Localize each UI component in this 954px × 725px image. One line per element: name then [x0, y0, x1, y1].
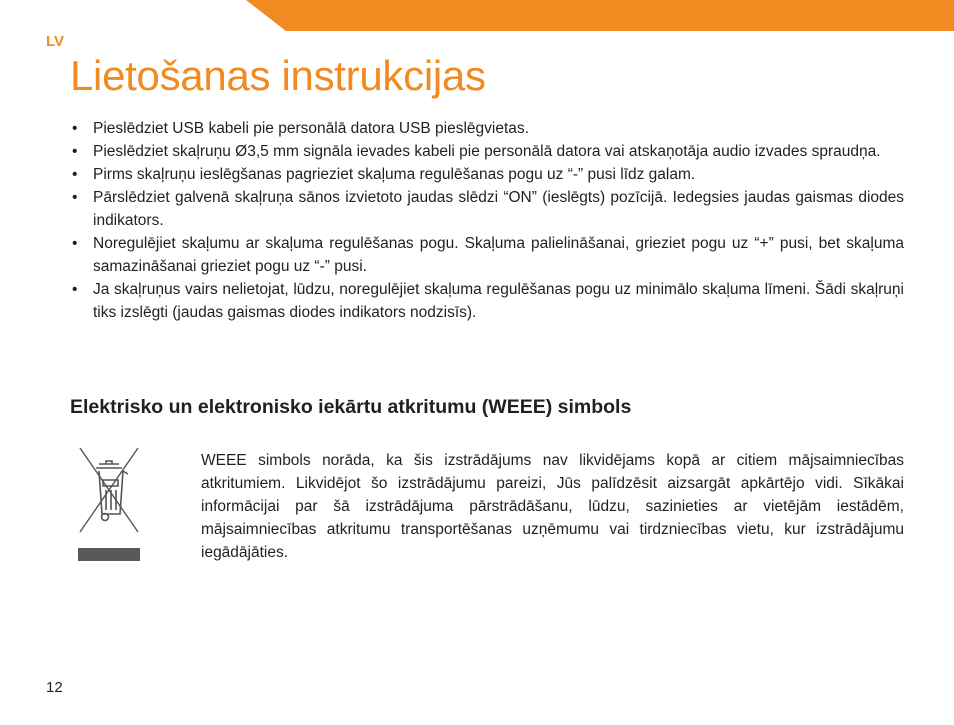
- page-title: Lietošanas instrukcijas: [70, 52, 486, 99]
- list-item: • Pārslēdziet galvenā skaļruņa sānos izvietoto jaudas slēdzi “ON” (ieslēgts) pozīcijā. Iedegsies jaudas gaismas diodes indikators.: [70, 186, 904, 232]
- page-number: 12: [46, 679, 63, 696]
- list-item: • Ja skaļruņus vairs nelietojat, lūdzu, noregulējiet skaļuma regulēšanas pogu uz minimālo skaļuma līmeni. Šādi skaļruņi tiks izslēgti (jaudas gaismas diodes indikators nodzisīs).: [70, 278, 904, 324]
- weee-section-title: Elektrisko un elektronisko iekārtu atkritumu (WEEE) simbols: [70, 396, 632, 418]
- instructions-list: [70, 117, 904, 324]
- list-item: • Pirms skaļruņu ieslēgšanas pagrieziet skaļuma regulēšanas pogu uz “-” pusi līdz galam.: [70, 163, 904, 186]
- weee-description: WEEE simbols norāda, ka šis izstrādājums nav likvidējams kopā ar citiem mājsaimniecības atkritumiem. Likvidējot šo izstrādājumu pareizi, Jūs palīdzēsit aizsargāt apkārtējo vidi. Sīkākai informācijai par šā izstrādājuma pārstrādāšanu, lūdzu, sazinieties ar vietējām iestādēm, mājsaimniecības atkritumu transportēšanas uzņēmumu vai tirdzniecības vietu, kur izstrādājumu iegādājāties.: [201, 452, 904, 561]
- header-accent-bar: [246, 0, 954, 31]
- language-code: LV: [46, 33, 65, 50]
- crossed-out-wheelie-bin-icon: [78, 444, 140, 562]
- list-item: • Noregulējiet skaļumu ar skaļuma regulēšanas pogu. Skaļuma palielināšanai, grieziet pogu uz “+” pusi, bet skaļuma samazināšanai grieziet pogu uz “-” pusi.: [70, 232, 904, 278]
- list-item: • Pieslēdziet skaļruņu Ø3,5 mm signāla ievades kabeli pie personālā datora vai atskaņotāja audio izvades spraudņa.: [70, 140, 904, 163]
- list-item: • Pieslēdziet USB kabeli pie personālā datora USB pieslēgvietas.: [70, 117, 904, 140]
